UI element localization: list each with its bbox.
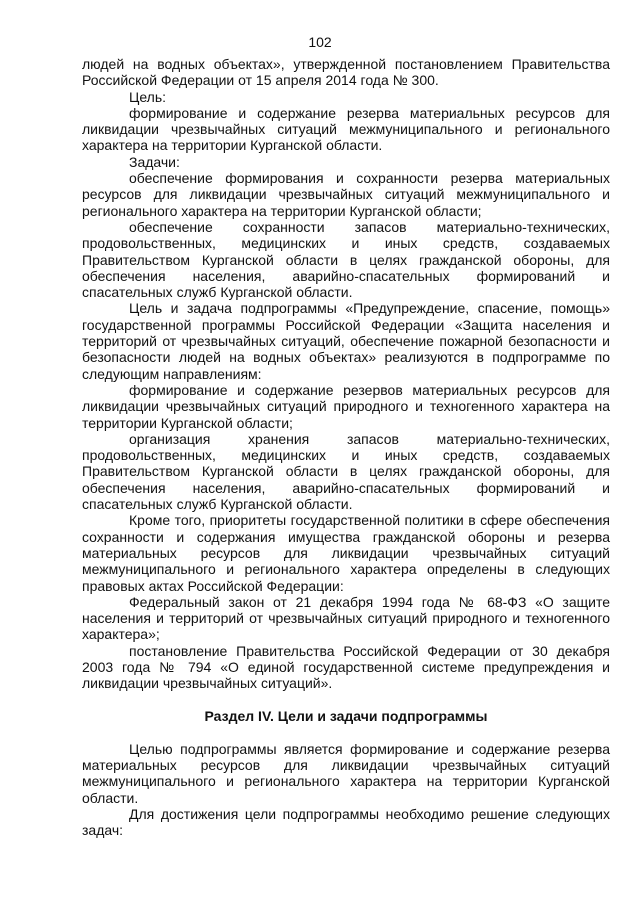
paragraph-intro: людей на водных объектах», утвержденной постановлением Правительства Российской Федерации от 15 апреля 2014 года № 300. (82, 56, 610, 89)
paragraph-goal-label: Цель: (129, 88, 167, 105)
paragraph-government-decree: постановление Правительства Российской Федерации от 30 декабря 2003 года № 794 «О единой государственной системе предупреждения и ликвидации чрезвычайных ситуаций». (82, 642, 610, 692)
paragraph-subprogram-goal: Целью подпрограммы является формирование и содержание резерва материальных ресурсов для ликвидации чрезвычайных ситуаций межмуниципального и регионального характера на территории Курганской области. (82, 740, 610, 806)
page-number: 102 (308, 34, 332, 50)
paragraph-direction-2: организация хранения запасов материально-технических, продовольственных, медицинских и иных средств, создаваемых Правительством Курганской области в целях гражданской обороны, для обеспечения населения, аварийно-спасательных формирований и спасательных служб Курганской области. (82, 430, 610, 513)
document-body (82, 56, 610, 839)
paragraph-tasks-label: Задачи: (129, 153, 180, 170)
paragraph-subprogram-tasks: Для достижения цели подпрограммы необходимо решение следующих задач: (82, 806, 610, 839)
paragraph-direction-1: формирование и содержание резервов материальных ресурсов для ликвидации чрезвычайных ситуаций природного и техногенного характера на территории Курганской области; (82, 381, 610, 431)
paragraph-task-2: обеспечение сохранности запасов материально-технических, продовольственных, медицинских и иных средств, создаваемых Правительством Курганской области в целях гражданской обороны, для обеспечения населения, аварийно-спасательных формирований и спасательных служб Курганской области. (82, 218, 610, 301)
paragraph-directions-intro: Цель и задача подпрограммы «Предупреждение, спасение, помощь» государственной программы Российской Федерации «Защита населения и территорий от чрезвычайных ситуаций, обеспечение пожарной безопасности и безопасности людей на водных объектах» реализуются в подпрограмме по следующим направлениям: (82, 300, 610, 382)
section-heading: Раздел IV. Цели и задачи подпрограммы (204, 707, 488, 724)
paragraph-task-1: обеспечение формирования и сохранности резерва материальных ресурсов для ликвидации чрезвычайных ситуаций межмуниципального и регионального характера на территории Курганской области; (82, 170, 610, 219)
paragraph-federal-law: Федеральный закон от 21 декабря 1994 года № 68-ФЗ «О защите населения и территорий от чрезвычайных ситуаций природного и техногенного характера»; (82, 593, 610, 643)
paragraph-priorities: Кроме того, приоритеты государственной политики в сфере обеспечения сохранности и содержания имущества гражданской обороны и резерва материальных ресурсов для ликвидации чрезвычайных ситуаций межмуниципального и регионального характера определены в следующих правовых актах Российской Федерации: (82, 512, 610, 594)
paragraph-goal: формирование и содержание резерва материальных ресурсов для ликвидации чрезвычайных ситуаций межмуниципального и регионального характера на территории Курганской области. (82, 104, 610, 154)
